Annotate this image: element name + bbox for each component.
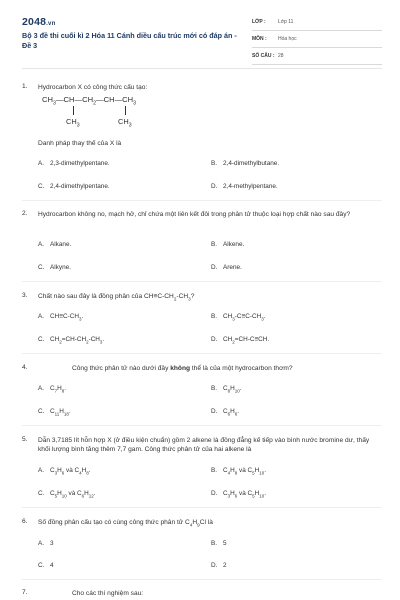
formula-branch-1: $CH_3$ (66, 117, 80, 129)
question-text: Hydrocarbon X có công thức cấu tạo: (38, 84, 148, 91)
meta-value: Hóa học (278, 36, 297, 42)
question-number: 4. (22, 364, 28, 371)
option-c[interactable]: C. Alkyne. (38, 264, 71, 271)
option-b[interactable]: B. $C_4H_8$ và $C_5H_{10}$. (211, 467, 267, 476)
question-number: 7. (22, 589, 28, 596)
option-d[interactable]: D. 2 (211, 562, 227, 569)
option-d[interactable]: D. $C_3H_6$ và $C_5H_{10}$. (211, 490, 267, 499)
question-3 (22, 292, 382, 302)
question-text: Dẫn 3,7185 lít hỗn hợp X (ở điều kiện chuẩn) gồm 2 alkene là đồng đẳng kế tiếp vào bình nước bromine dư, thấy khối lượng bình tăng thêm 7,7 gam. Công thức phân tử của hai alkene là (38, 437, 370, 453)
meta-block (252, 16, 382, 67)
meta-row-count (252, 50, 382, 65)
formula-main-chain: $CH_3—CH—CH_2—CH—CH_3$ (42, 95, 137, 107)
question-number: 2. (22, 210, 28, 217)
option-b[interactable]: B. 5 (211, 540, 227, 547)
option-b[interactable]: B. $CH_3-C\equiv C-CH_3$. (211, 313, 266, 322)
question-5 (22, 436, 382, 456)
option-a[interactable]: A. Alkane. (38, 241, 72, 248)
structural-formula (42, 95, 136, 107)
question-divider (22, 200, 382, 201)
meta-row-class (252, 16, 382, 31)
question-number: 6. (22, 518, 28, 525)
question-divider (22, 425, 382, 426)
option-c[interactable]: C. $CH_2=CH-CH_2-CH_3$. (38, 336, 105, 345)
question-subtext: Danh pháp thay thế của X là (38, 140, 122, 147)
question-4 (22, 364, 382, 374)
meta-value: Lớp 11 (278, 19, 294, 25)
question-divider (22, 507, 382, 508)
option-b[interactable]: B. 2,4-dimethylbutane. (211, 160, 280, 167)
option-c[interactable]: C. 4 (38, 562, 54, 569)
meta-value: 28 (278, 53, 284, 59)
question-7 (22, 589, 382, 599)
question-2 (22, 210, 382, 230)
question-divider (22, 579, 382, 580)
question-number: 5. (22, 436, 28, 443)
option-d[interactable]: D. $CH_2=CH-C\equiv CH$. (211, 336, 270, 345)
logo-main: 2048 (22, 16, 47, 28)
option-a[interactable]: A. $C_3H_6$ và $C_4H_8$. (38, 467, 91, 476)
option-a[interactable]: A. $CH\equiv C-CH_3$. (38, 313, 84, 322)
option-a[interactable]: A. $C_7H_8$. (38, 385, 67, 394)
question-number: 1. (22, 83, 28, 90)
meta-row-subject (252, 33, 382, 48)
formula-branch-line (125, 106, 126, 115)
question-6 (22, 518, 382, 528)
option-a[interactable]: A. 2,3-dimethylpentane. (38, 160, 110, 167)
question-divider (22, 281, 382, 282)
option-c[interactable]: C. 2,4-dimethylpentane. (38, 183, 110, 190)
formula-branch-line (73, 106, 74, 115)
logo-suffix: .vn (46, 21, 56, 27)
question-divider (22, 353, 382, 354)
question-text: Cho các thí nghiệm sau: (72, 590, 144, 597)
option-d[interactable]: D. $C_6H_6$. (211, 408, 240, 417)
question-number: 3. (22, 292, 28, 299)
option-d[interactable]: D. Arene. (211, 264, 242, 271)
document-title: Bộ 3 đề thi cuối kì 2 Hóa 11 Cánh diều cấu trúc mới có đáp án - Đề 3 (22, 31, 237, 50)
site-logo[interactable] (22, 16, 55, 28)
option-b[interactable]: B. $C_8H_{10}$. (211, 385, 242, 394)
formula-branch-2: $CH_3$ (118, 117, 132, 129)
option-c[interactable]: C. $C_5H_{10}$ và $C_6H_{12}$. (38, 490, 96, 499)
option-d[interactable]: D. 2,4-methylpentane. (211, 183, 278, 190)
option-a[interactable]: A. 3 (38, 540, 54, 547)
question-text: Số đồng phân cấu tạo có cùng công thức phân tử $C_4H_9Cl$ là (38, 519, 213, 528)
header-divider (22, 68, 382, 69)
meta-label: SỐ CÂU : (252, 53, 275, 59)
question-text: Hydrocarbon không no, mạch hở, chỉ chứa một liên kết đôi trong phân tử thuộc loại hợp chất nào sau đây? (38, 211, 351, 218)
option-c[interactable]: C. $C_{11}H_{18}$. (38, 408, 71, 417)
document-header (22, 12, 382, 62)
option-b[interactable]: B. Alkene. (211, 241, 245, 248)
question-text: Chất nào sau đây là đồng phân của $CH\equiv C-CH_2-CH_3$? (38, 293, 195, 302)
meta-label: LỚP : (252, 19, 266, 25)
meta-label: MÔN : (252, 36, 267, 42)
question-text: Công thức phân tử nào dưới đây không thể là của một hydrocarbon thơm? (72, 365, 293, 372)
